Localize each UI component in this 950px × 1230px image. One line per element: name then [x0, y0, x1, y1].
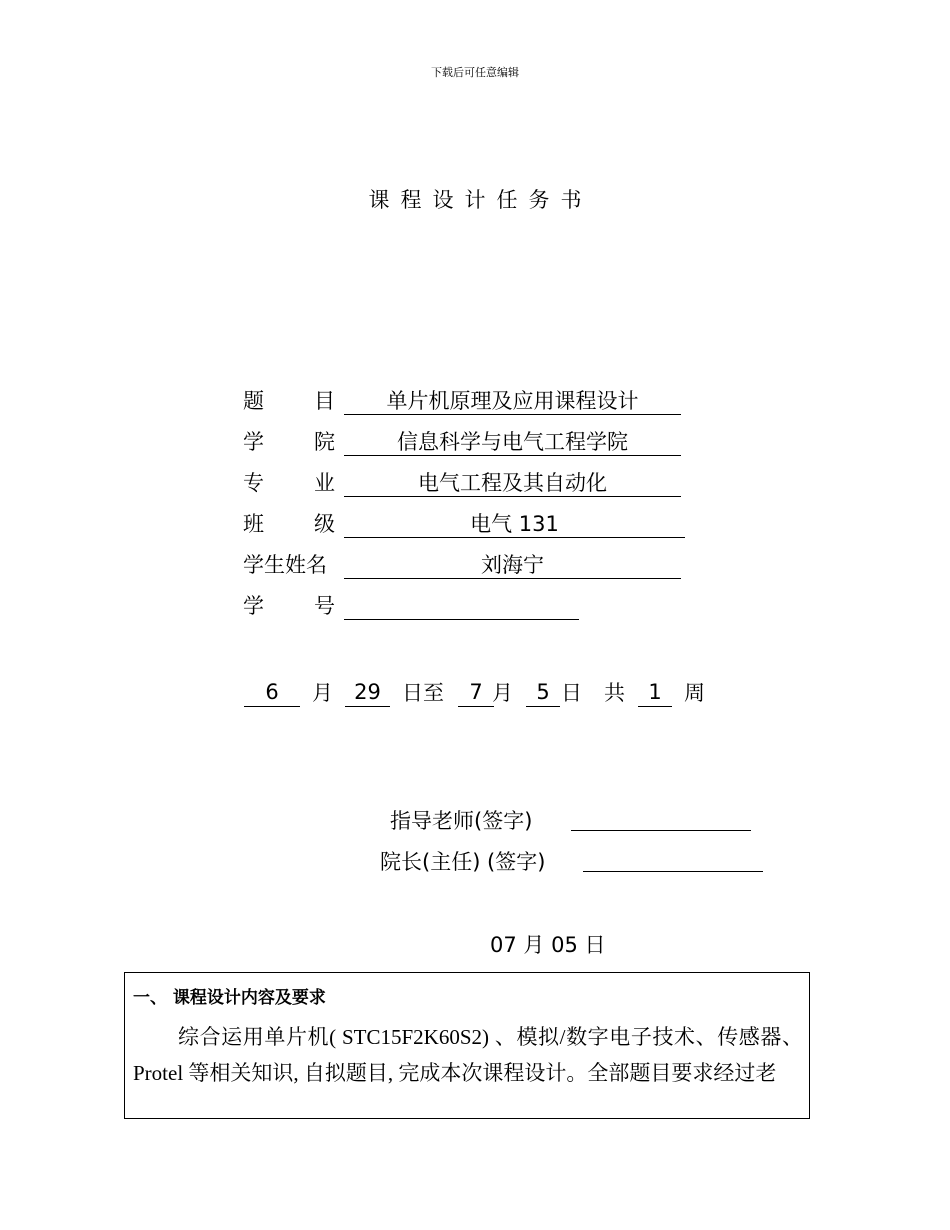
- month-label: 月: [312, 681, 333, 705]
- end-day[interactable]: 5: [526, 678, 560, 707]
- class-value[interactable]: 电气 131: [344, 509, 685, 538]
- advisor-signature-label: 指导老师(签字): [390, 809, 533, 833]
- section-body: 综合运用单片机( STC15F2K60S2) 、模拟/数字电子技术、传感器、Protel 等相关知识, 自拟题目, 完成本次课程设计。全部题目要求经过老: [133, 1025, 803, 1085]
- total-label: 共: [604, 681, 625, 705]
- weeks-value[interactable]: 1: [638, 678, 672, 707]
- start-month[interactable]: 6: [244, 678, 300, 707]
- start-day[interactable]: 29: [345, 678, 390, 707]
- dean-signature-label: 院长(主任) (签字): [380, 850, 546, 874]
- end-month[interactable]: 7: [458, 678, 494, 707]
- advisor-signature-line[interactable]: [571, 802, 751, 831]
- dean-signature-line[interactable]: [583, 843, 763, 872]
- document-title: 课程设计任务书: [368, 188, 593, 212]
- topic-value[interactable]: 单片机原理及应用课程设计: [344, 386, 681, 415]
- header-note: 下载后可任意编辑: [431, 66, 519, 79]
- day-to-label: 日至: [402, 681, 444, 705]
- course-content-box: [124, 972, 810, 1119]
- date-range: [244, 678, 724, 708]
- section-heading: 一、 课程设计内容及要求: [133, 988, 326, 1008]
- student-name-value[interactable]: 刘海宁: [344, 550, 681, 579]
- major-value[interactable]: 电气工程及其自动化: [344, 468, 681, 497]
- college-value[interactable]: 信息科学与电气工程学院: [344, 427, 681, 456]
- day-label-2: 日: [561, 681, 582, 705]
- student-id-value[interactable]: [344, 591, 579, 620]
- month-label-2: 月: [492, 681, 513, 705]
- final-date: 07 月 05 日: [490, 933, 606, 957]
- week-label: 周: [684, 681, 705, 705]
